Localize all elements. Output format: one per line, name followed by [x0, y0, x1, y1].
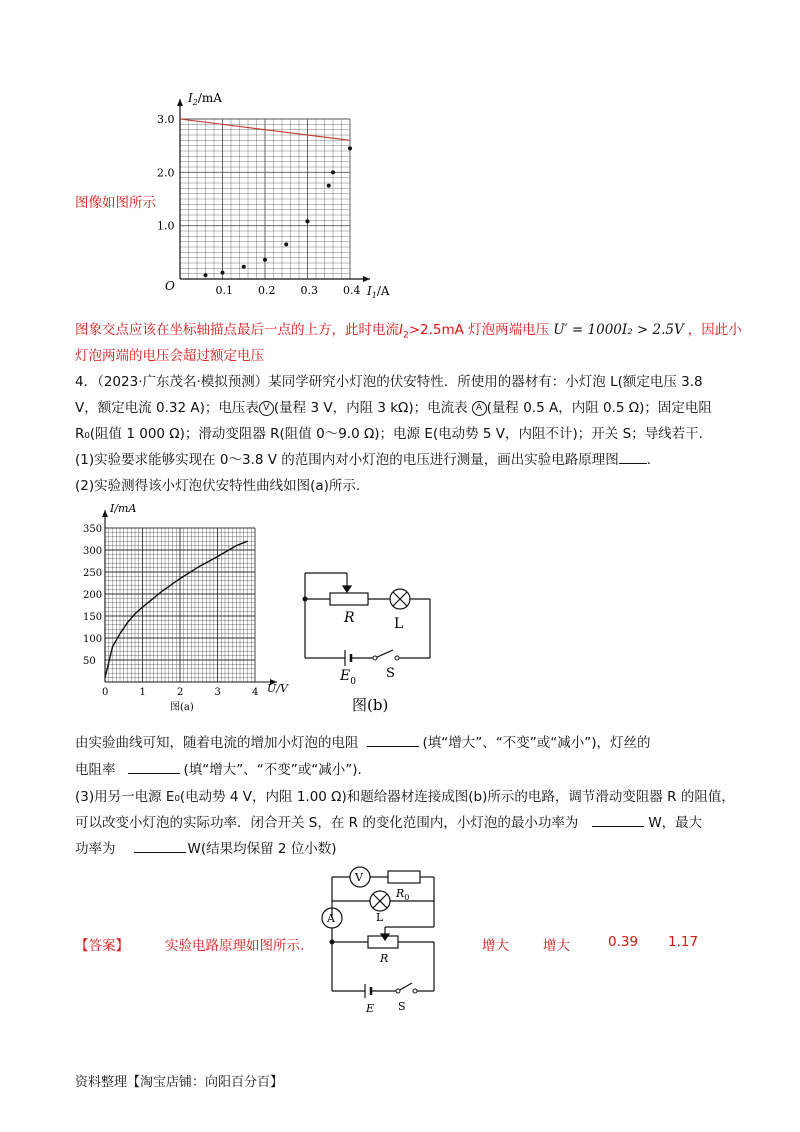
question-line-4: [75, 448, 651, 468]
circuit-b-r-label: R: [344, 610, 355, 626]
g1-y-tick: 2.0: [157, 166, 175, 180]
ammeter-icon: A: [472, 401, 487, 416]
question-line-9: [75, 811, 702, 831]
ga-y-tick: 350: [83, 524, 103, 535]
g1-data-point: [242, 265, 246, 269]
conclusion-line-2: 灯泡两端的电压会超过额定电压: [75, 348, 264, 364]
question-line-3: R₀(阻值 1 000 Ω)；滑动变阻器 R(阻值 0～9.0 Ω)；电源 E(电动势 5 V，内阻不计)；开关 S；导线若干.: [75, 426, 703, 442]
q-text-7a: 电阻率: [75, 762, 116, 778]
answer-blank-5[interactable]: [134, 852, 186, 853]
q-text-7b: (填“增大”、“不变”或“减小”).: [183, 762, 362, 778]
conclusion-text-1: 图象交点应该在坐标轴描点最后一点的上方，此时电流: [75, 322, 399, 338]
ga-y-tick: 200: [83, 590, 103, 601]
circuit-ans-s-label: S: [398, 1000, 406, 1013]
voltmeter-icon: V: [259, 401, 274, 416]
ga-x-tick: 2: [177, 687, 184, 698]
footer: 资料整理【淘宝店铺：向阳百分百】: [75, 1075, 284, 1090]
conclusion-formula: U′ = 1000I₂ > 2.5V: [553, 322, 684, 338]
answer-blank-1[interactable]: [619, 463, 647, 464]
circuit-ans-r0-label: $R_0$: [396, 887, 410, 902]
circuit-b-e-label: $E_0$: [340, 668, 356, 687]
g1-x-tick: 0.4: [343, 284, 361, 297]
q-text-10b: W(结果均保留 2 位小数): [187, 841, 337, 857]
ga-x-tick: 4: [252, 687, 259, 698]
circuit-b-caption: 图(b): [352, 696, 389, 714]
question-line-8: (3)用另一电源 E₀(电动势 4 V，内阻 1.00 Ω)和题给器材连接成图(b)所示的电路，调节滑动变阻器 R 的阻值，: [75, 789, 735, 805]
answer-text: 实验电路原理如图所示.: [165, 938, 305, 954]
question-line-6: [75, 731, 651, 751]
circuit-b-s-label: S: [386, 666, 395, 681]
answer-blank-4[interactable]: [592, 826, 644, 827]
graph1-caption: 图像如图所示: [75, 195, 156, 211]
ga-y-tick: 300: [83, 546, 103, 557]
circuit-ans-e-label: E: [366, 1002, 375, 1015]
q-text-9b: W，最大: [648, 815, 703, 831]
circuit-ans-l-label: L: [376, 911, 384, 924]
q-text-2a: V，额定电流 0.32 A)；电压表: [75, 400, 259, 416]
g1-data-point: [204, 273, 208, 277]
answer-blank-2[interactable]: [367, 746, 419, 747]
q-text-6: 由实验曲线可知，随着电流的增加小灯泡的电阻: [75, 735, 359, 751]
g1-x-tick: 0.1: [215, 284, 233, 297]
ga-x-tick: 3: [214, 687, 221, 698]
conclusion-i2-sub: 2: [402, 330, 409, 341]
answer-1: 增大: [482, 938, 509, 954]
g1-data-point: [331, 170, 335, 174]
q-text-6b: (填“增大”、“不变”或“减小”)，灯丝的: [422, 735, 651, 751]
g1-y-label: $I_2/mA$: [188, 91, 222, 107]
circuit-b-l-label: L: [394, 616, 404, 632]
answer-blank-3[interactable]: [128, 773, 180, 774]
question-line-1: 4．（2023·广东茂名·模拟预测）某同学研究小灯泡的伏安特性．所使用的器材有：小灯泡 L(额定电压 3.8: [75, 374, 703, 390]
ga-x-tick: 0: [102, 687, 109, 698]
g1-y-tick: 1.0: [157, 219, 175, 233]
conclusion-line-1: [75, 318, 742, 341]
q-text-2c: (量程 0.5 A，内阻 0.5 Ω)；固定电阻: [486, 400, 712, 416]
ga-y-tick: 100: [83, 634, 103, 645]
ga-x-tick: 1: [139, 687, 146, 698]
voltmeter-symbol: V: [355, 871, 363, 884]
ga-y-tick: 150: [83, 612, 103, 623]
answer-3: 0.39: [608, 934, 639, 950]
ga-y-tick: 50: [83, 656, 96, 667]
answer-2: 增大: [543, 938, 570, 954]
ammeter-symbol: A: [327, 912, 335, 925]
g1-y-tick: 3.0: [157, 113, 175, 126]
ga-caption: 图(a): [170, 702, 194, 713]
g1-origin: O: [165, 279, 175, 293]
question-line-7: [75, 758, 362, 778]
g1-data-point: [327, 184, 331, 188]
graph-i2-i1: [155, 90, 395, 305]
answer-tag: 【答案】: [75, 938, 129, 954]
g1-x-tick: 0.2: [258, 284, 276, 297]
q-text-4: (1)实验要求能够实现在 0～3.8 V 的范围内对小灯泡的电压进行测量，画出实验电路原理图: [75, 452, 619, 468]
g1-data-point: [263, 258, 267, 262]
answer-4: 1.17: [668, 934, 699, 950]
circuit-ans-r-label: R: [380, 952, 389, 965]
g1-x-tick: 0.3: [300, 284, 318, 297]
q-text-2b: (量程 3 V，内阻 3 kΩ)；电流表: [273, 400, 468, 416]
ga-x-label: U/V: [267, 682, 288, 695]
conclusion-text-3: ，因此小: [687, 322, 742, 338]
g1-data-point: [284, 242, 288, 246]
q-text-9: 可以改变小灯泡的实际功率．闭合开关 S，在 R 的变化范围内，小灯泡的最小功率为: [75, 815, 579, 831]
g1-data-point: [348, 146, 352, 150]
ga-y-tick: 250: [83, 568, 103, 579]
conclusion-text-2: >2.5mA 灯泡两端电压: [408, 322, 550, 338]
graph-a: [70, 500, 310, 718]
question-line-5: (2)实验测得该小灯泡伏安特性曲线如图(a)所示.: [75, 478, 361, 494]
q-text-4-end: .: [646, 452, 652, 468]
ga-y-label: I/mA: [110, 502, 137, 515]
conclusion-i2: I: [399, 322, 403, 338]
circuit-b: [290, 565, 440, 715]
g1-x-label: $I_1/A$: [367, 284, 390, 300]
g1-data-point: [221, 271, 225, 275]
circuit-answer: [310, 865, 445, 1015]
q-text-10a: 功率为: [75, 841, 116, 857]
question-line-2: [75, 396, 712, 416]
g1-data-point: [306, 219, 310, 223]
question-line-10: [75, 837, 337, 857]
